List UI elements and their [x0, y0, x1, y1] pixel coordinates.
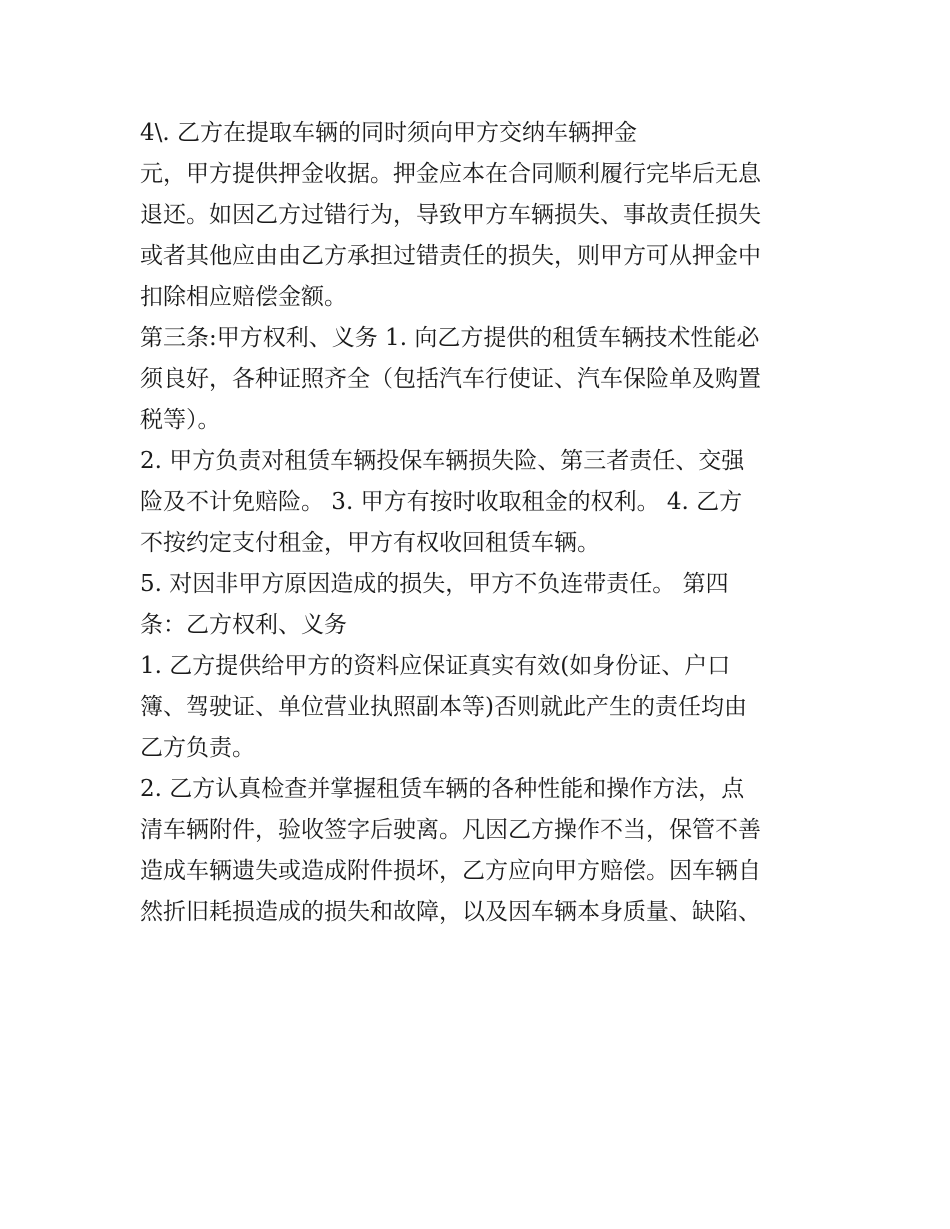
text-line: 第三条:甲方权利、义务 1. 向乙方提供的租赁车辆技术性能必: [140, 325, 760, 351]
text-line: 造成车辆遗失或造成附件损坏，乙方应向甲方赔偿。因车辆自: [140, 858, 761, 884]
text-line: 乙方负责。: [140, 735, 255, 761]
text-line: 或者其他应由由乙方承担过错责任的损失，则甲方可从押金中: [140, 243, 761, 269]
text-line: 退还。如因乙方过错行为，导致甲方车辆损失、事故责任损失: [140, 202, 761, 228]
text-line: 4\. 乙方在提取车辆的同时须向甲方交纳车辆押金: [140, 120, 638, 146]
text-line: 不按约定支付租金，甲方有权收回租赁车辆。: [140, 530, 600, 556]
text-line: 5. 对因非甲方原因造成的损失，甲方不负连带责任。 第四: [140, 571, 729, 597]
text-line: 1. 乙方提供给甲方的资料应保证真实有效(如身份证、户口: [140, 653, 731, 679]
text-line: 清车辆附件，验收签字后驶离。凡因乙方操作不当，保管不善: [140, 817, 761, 843]
text-line: 2. 甲方负责对租赁车辆投保车辆损失险、第三者责任、交强: [140, 448, 745, 474]
contract-text-body: [140, 113, 820, 933]
text-line: 扣除相应赔偿金额。: [140, 284, 347, 310]
text-line: 2. 乙方认真检查并掌握租赁车辆的各种性能和操作方法，点: [140, 776, 745, 802]
text-line: 然折旧耗损造成的损失和故障，以及因车辆本身质量、缺陷、: [140, 899, 761, 925]
text-line: 须良好，各种证照齐全（包括汽车行使证、汽车保险单及购置: [140, 366, 761, 392]
text-line: 税等）。: [140, 407, 221, 433]
text-line: 元，甲方提供押金收据。押金应本在合同顺利履行完毕后无息: [140, 161, 761, 187]
text-line: 险及不计免赔险。 3. 甲方有按时收取租金的权利。 4. 乙方: [140, 489, 743, 515]
text-line: 条：乙方权利、义务: [140, 612, 347, 638]
text-line: 簿、驾驶证、单位营业执照副本等)否则就此产生的责任均由: [140, 694, 747, 720]
